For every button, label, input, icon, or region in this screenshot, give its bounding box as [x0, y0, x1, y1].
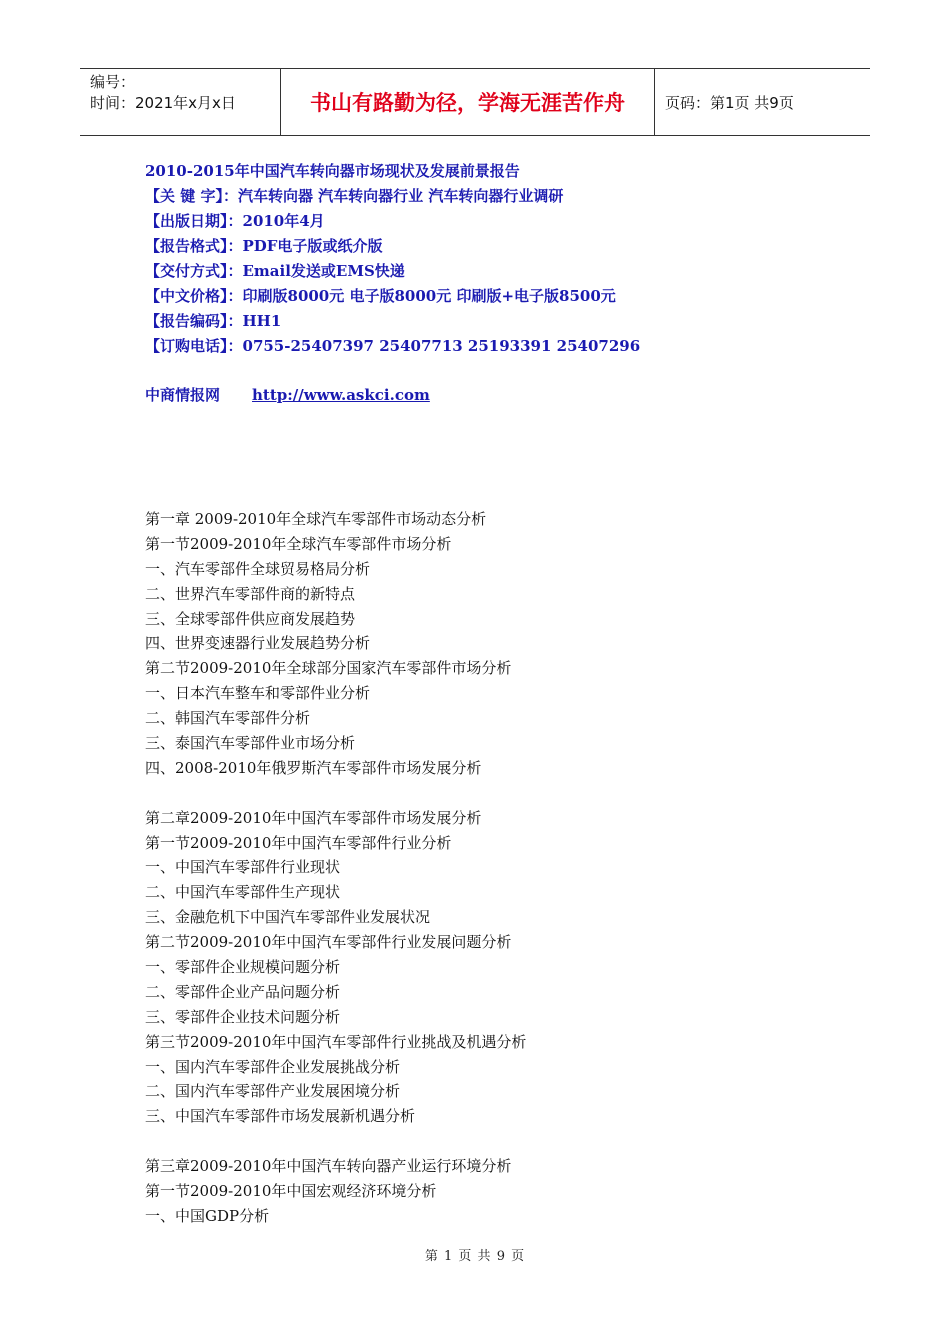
meta-delivery: 【交付方式】：Email发送或EMS快递 [145, 262, 405, 280]
toc-entry: 二、韩国汽车零部件分析 [145, 709, 311, 728]
toc-entry: 第一节2009-2010年全球汽车零部件市场分析 [145, 534, 452, 553]
meta-price: 【中文价格】：印刷版8000元 电子版8000元 印刷版+电子版8500元 [145, 287, 616, 305]
toc-entry: 第二节2009-2010年全球部分国家汽车零部件市场分析 [145, 659, 512, 678]
site-name: 中商情报网 [145, 386, 221, 404]
toc-entry: 四、2008-2010年俄罗斯汽车零部件市场发展分析 [145, 758, 482, 777]
toc-entry: 二、中国汽车零部件生产现状 [145, 883, 341, 902]
page-footer: 第 1 页 共 9 页 [424, 1249, 526, 1264]
toc-entry: 二、零部件企业产品问题分析 [145, 982, 341, 1001]
document-time-label: 时间：2021年x月x日 [90, 94, 236, 112]
toc-entry: 四、世界变速器行业发展趋势分析 [145, 634, 371, 653]
toc-entry: 二、世界汽车零部件商的新特点 [145, 584, 356, 603]
toc-spacer [145, 1129, 845, 1154]
meta-phone: 【订购电话】：0755-25407397 25407713 25193391 25407296 [145, 337, 641, 355]
meta-format: 【报告格式】：PDF电子版或纸介版 [145, 237, 383, 255]
toc-entry: 三、全球零部件供应商发展趋势 [145, 609, 356, 628]
report-meta [145, 159, 865, 359]
toc-entry: 第二节2009-2010年中国汽车零部件行业发展问题分析 [145, 933, 512, 952]
toc-entry: 二、国内汽车零部件产业发展困境分析 [145, 1082, 401, 1101]
toc-entry: 第一章 2009-2010年全球汽车零部件市场动态分析 [145, 510, 487, 528]
header-info-cell [80, 69, 281, 135]
toc-entry: 第三节2009-2010年中国汽车零部件行业挑战及机遇分析 [145, 1032, 527, 1051]
toc-entry: 一、汽车零部件全球贸易格局分析 [145, 559, 371, 578]
header-page-number: 页码：第1页 共9页 [665, 93, 794, 112]
table-of-contents [145, 507, 845, 1229]
meta-code: 【报告编码】：HH1 [145, 312, 282, 330]
toc-entry: 一、中国汽车零部件行业现状 [145, 858, 341, 877]
toc-entry: 三、金融危机下中国汽车零部件业发展状况 [145, 908, 431, 927]
site-line [145, 383, 430, 408]
toc-entry: 三、零部件企业技术问题分析 [145, 1007, 341, 1026]
header-motto: 书山有路勤为径，学海无涯苦作舟 [281, 69, 655, 135]
page-header [80, 68, 870, 136]
document-number-label: 编号： [90, 73, 136, 91]
toc-entry: 第二章2009-2010年中国汽车零部件市场发展分析 [145, 808, 482, 827]
toc-entry: 一、零部件企业规模问题分析 [145, 958, 341, 977]
toc-spacer [145, 781, 845, 806]
toc-entry: 三、泰国汽车零部件业市场分析 [145, 734, 356, 753]
toc-entry: 三、中国汽车零部件市场发展新机遇分析 [145, 1107, 416, 1126]
site-url-link[interactable]: http://www.askci.com [252, 386, 430, 404]
toc-entry: 一、中国GDP分析 [145, 1206, 270, 1225]
meta-keywords: 【关 键 字】：汽车转向器 汽车转向器行业 汽车转向器行业调研 [145, 187, 564, 205]
toc-entry: 第三章2009-2010年中国汽车转向器产业运行环境分析 [145, 1157, 512, 1176]
toc-entry: 一、日本汽车整车和零部件业分析 [145, 684, 371, 703]
toc-entry: 第一节2009-2010年中国宏观经济环境分析 [145, 1182, 437, 1201]
toc-entry: 第一节2009-2010年中国汽车零部件行业分析 [145, 833, 452, 852]
toc-entry: 一、国内汽车零部件企业发展挑战分析 [145, 1057, 401, 1076]
meta-publish-date: 【出版日期】：2010年4月 [145, 212, 325, 230]
report-title: 2010-2015年中国汽车转向器市场现状及发展前景报告 [145, 162, 520, 180]
